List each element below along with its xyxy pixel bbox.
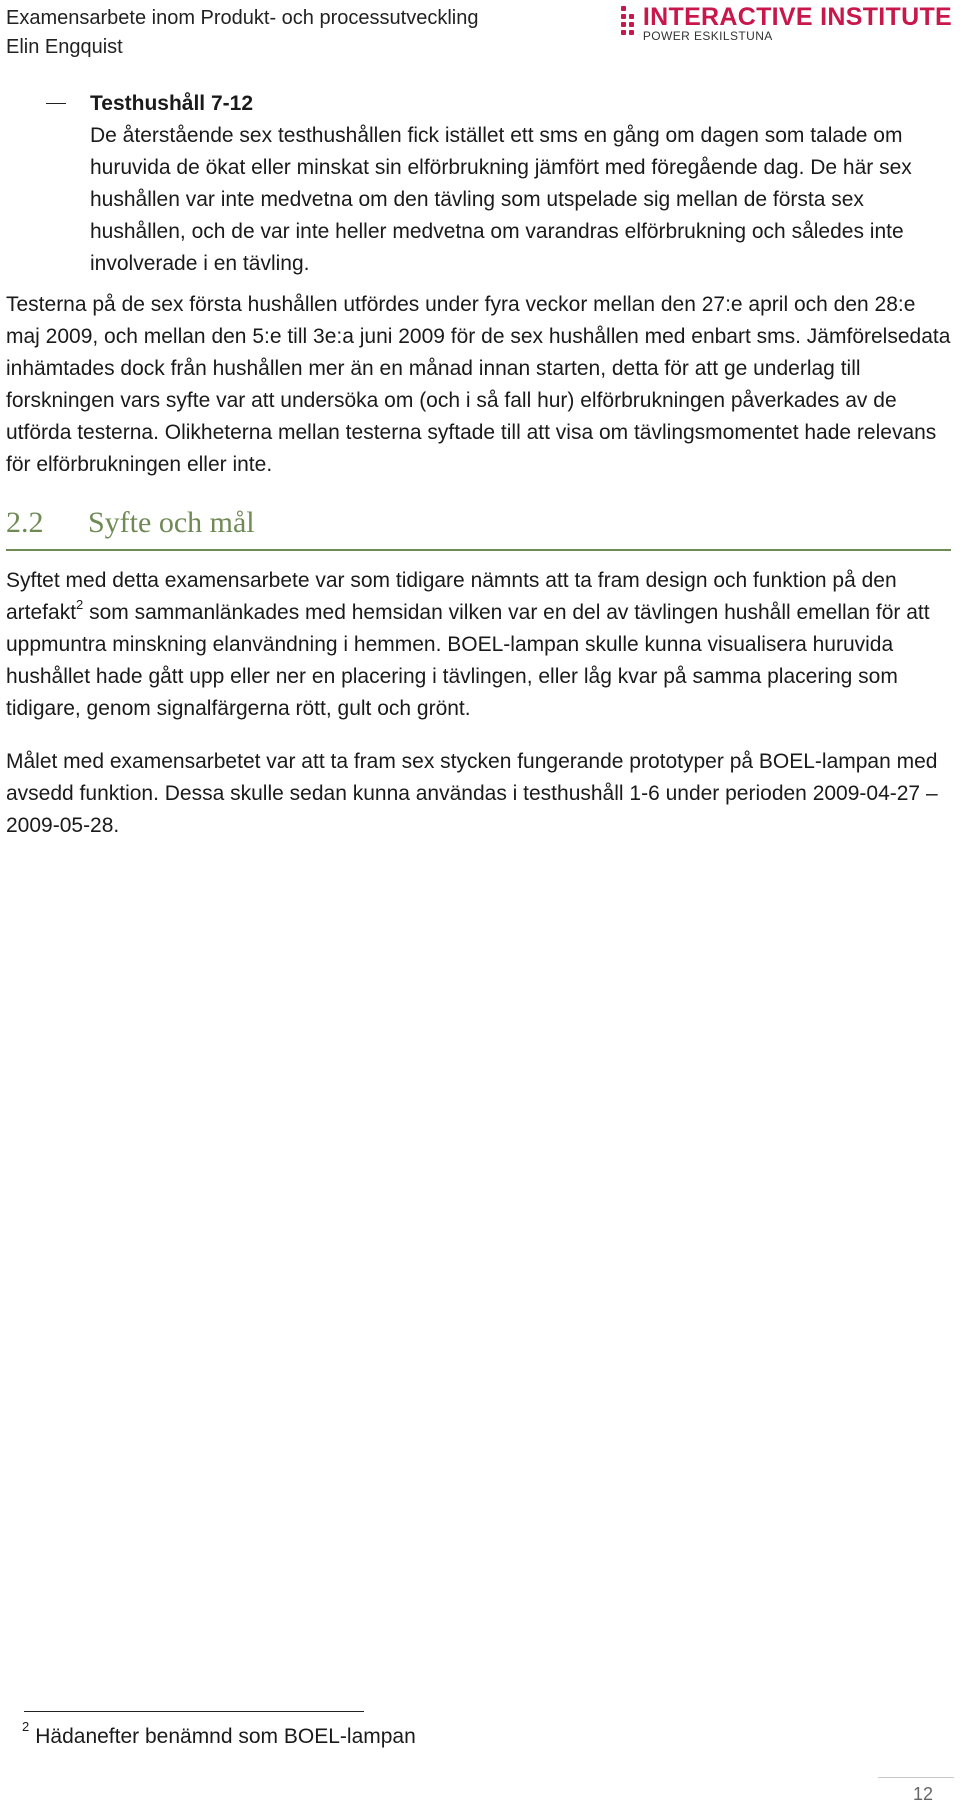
paragraph-goal: Målet med examensarbetet var att ta fram sex stycken fungerande prototyper på BOEL-lampan med avsedd funktion. Dessa skulle sedan kunna användas i testhushåll 1-6 under perioden 2009-04-27 – 2009-05-28. bbox=[6, 750, 938, 837]
footnote-number: 2 bbox=[22, 1719, 30, 1734]
page-number: 12 bbox=[913, 1784, 934, 1804]
logo-wordmark: INTERACTIVE INSTITUTE bbox=[642, 3, 952, 31]
paragraph-tests: Testerna på de sex första hushållen utfördes under fyra veckor mellan den 27:e april och den 28:e maj 2009, och mellan den 5:e till 3e:a juni 2009 för de sex hushållen med enbart sms. Jämförelsedata inhämtades dock från hushållen mer än en månad innan starten, detta för att ge underlag till forskningen vars syfte var att undersöka om (och i så fall hur) elförbrukningen påverkades av de utförda testerna. Olikheterna mellan testerna syftade till att visa om tävlingsmomentet hade relevans för elförbrukningen eller inte. bbox=[6, 293, 951, 476]
page-number-rule bbox=[878, 1777, 954, 1778]
section-number: 2.2 bbox=[6, 506, 44, 539]
purpose-text-start: Syftet med detta examensarbete var som tidigare nämnts att ta fram design och funktion på den artefakt bbox=[6, 569, 897, 624]
section-title: Syfte och mål bbox=[88, 506, 255, 539]
bullet-text: De återstående sex testhushållen fick istället ett sms en gång om dagen som talade om huruvida de ökat eller minskat sin elförbrukning jämfört med föregående dag. De här sex hushållen var inte medvetna om den tävling som utspelade sig mellan de första sex hushållen, och de var inte heller medvetna om varandras elförbrukning och således inte involverade i en tävling. bbox=[90, 124, 912, 275]
purpose-text-end: som sammanlänkades med hemsidan vilken var en del av tävlingen hushåll emellan för att uppmuntra minskning elanvändning i hemmen. BOEL-lampan skulle kunna visualisera huruvida hushållet hade gått upp eller ner en placering i tävlingen, eller låg kvar på samma placering som tidigare, genom signalfärgerna rött, gult och grönt. bbox=[6, 601, 930, 720]
section-heading bbox=[6, 503, 951, 551]
logo-subtitle: POWER ESKILSTUNA bbox=[642, 29, 773, 43]
document-header bbox=[6, 4, 478, 62]
bullet-title: Testhushåll 7-12 bbox=[90, 92, 253, 115]
page-body bbox=[6, 88, 951, 863]
dash-bullet-icon bbox=[46, 103, 66, 104]
footnote-reference: 2 bbox=[76, 597, 84, 612]
interactive-institute-logo bbox=[621, 4, 952, 43]
logo-dots-icon bbox=[621, 6, 634, 35]
footnote-text: Hädanefter benämnd som BOEL-lampan bbox=[35, 1725, 416, 1748]
footnote-separator bbox=[24, 1711, 364, 1712]
bullet-item bbox=[6, 88, 951, 280]
footnote bbox=[22, 1719, 416, 1752]
header-author: Elin Engquist bbox=[6, 36, 123, 58]
header-title: Examensarbete inom Produkt- och processutveckling bbox=[6, 7, 479, 29]
paragraph-purpose bbox=[6, 565, 951, 725]
